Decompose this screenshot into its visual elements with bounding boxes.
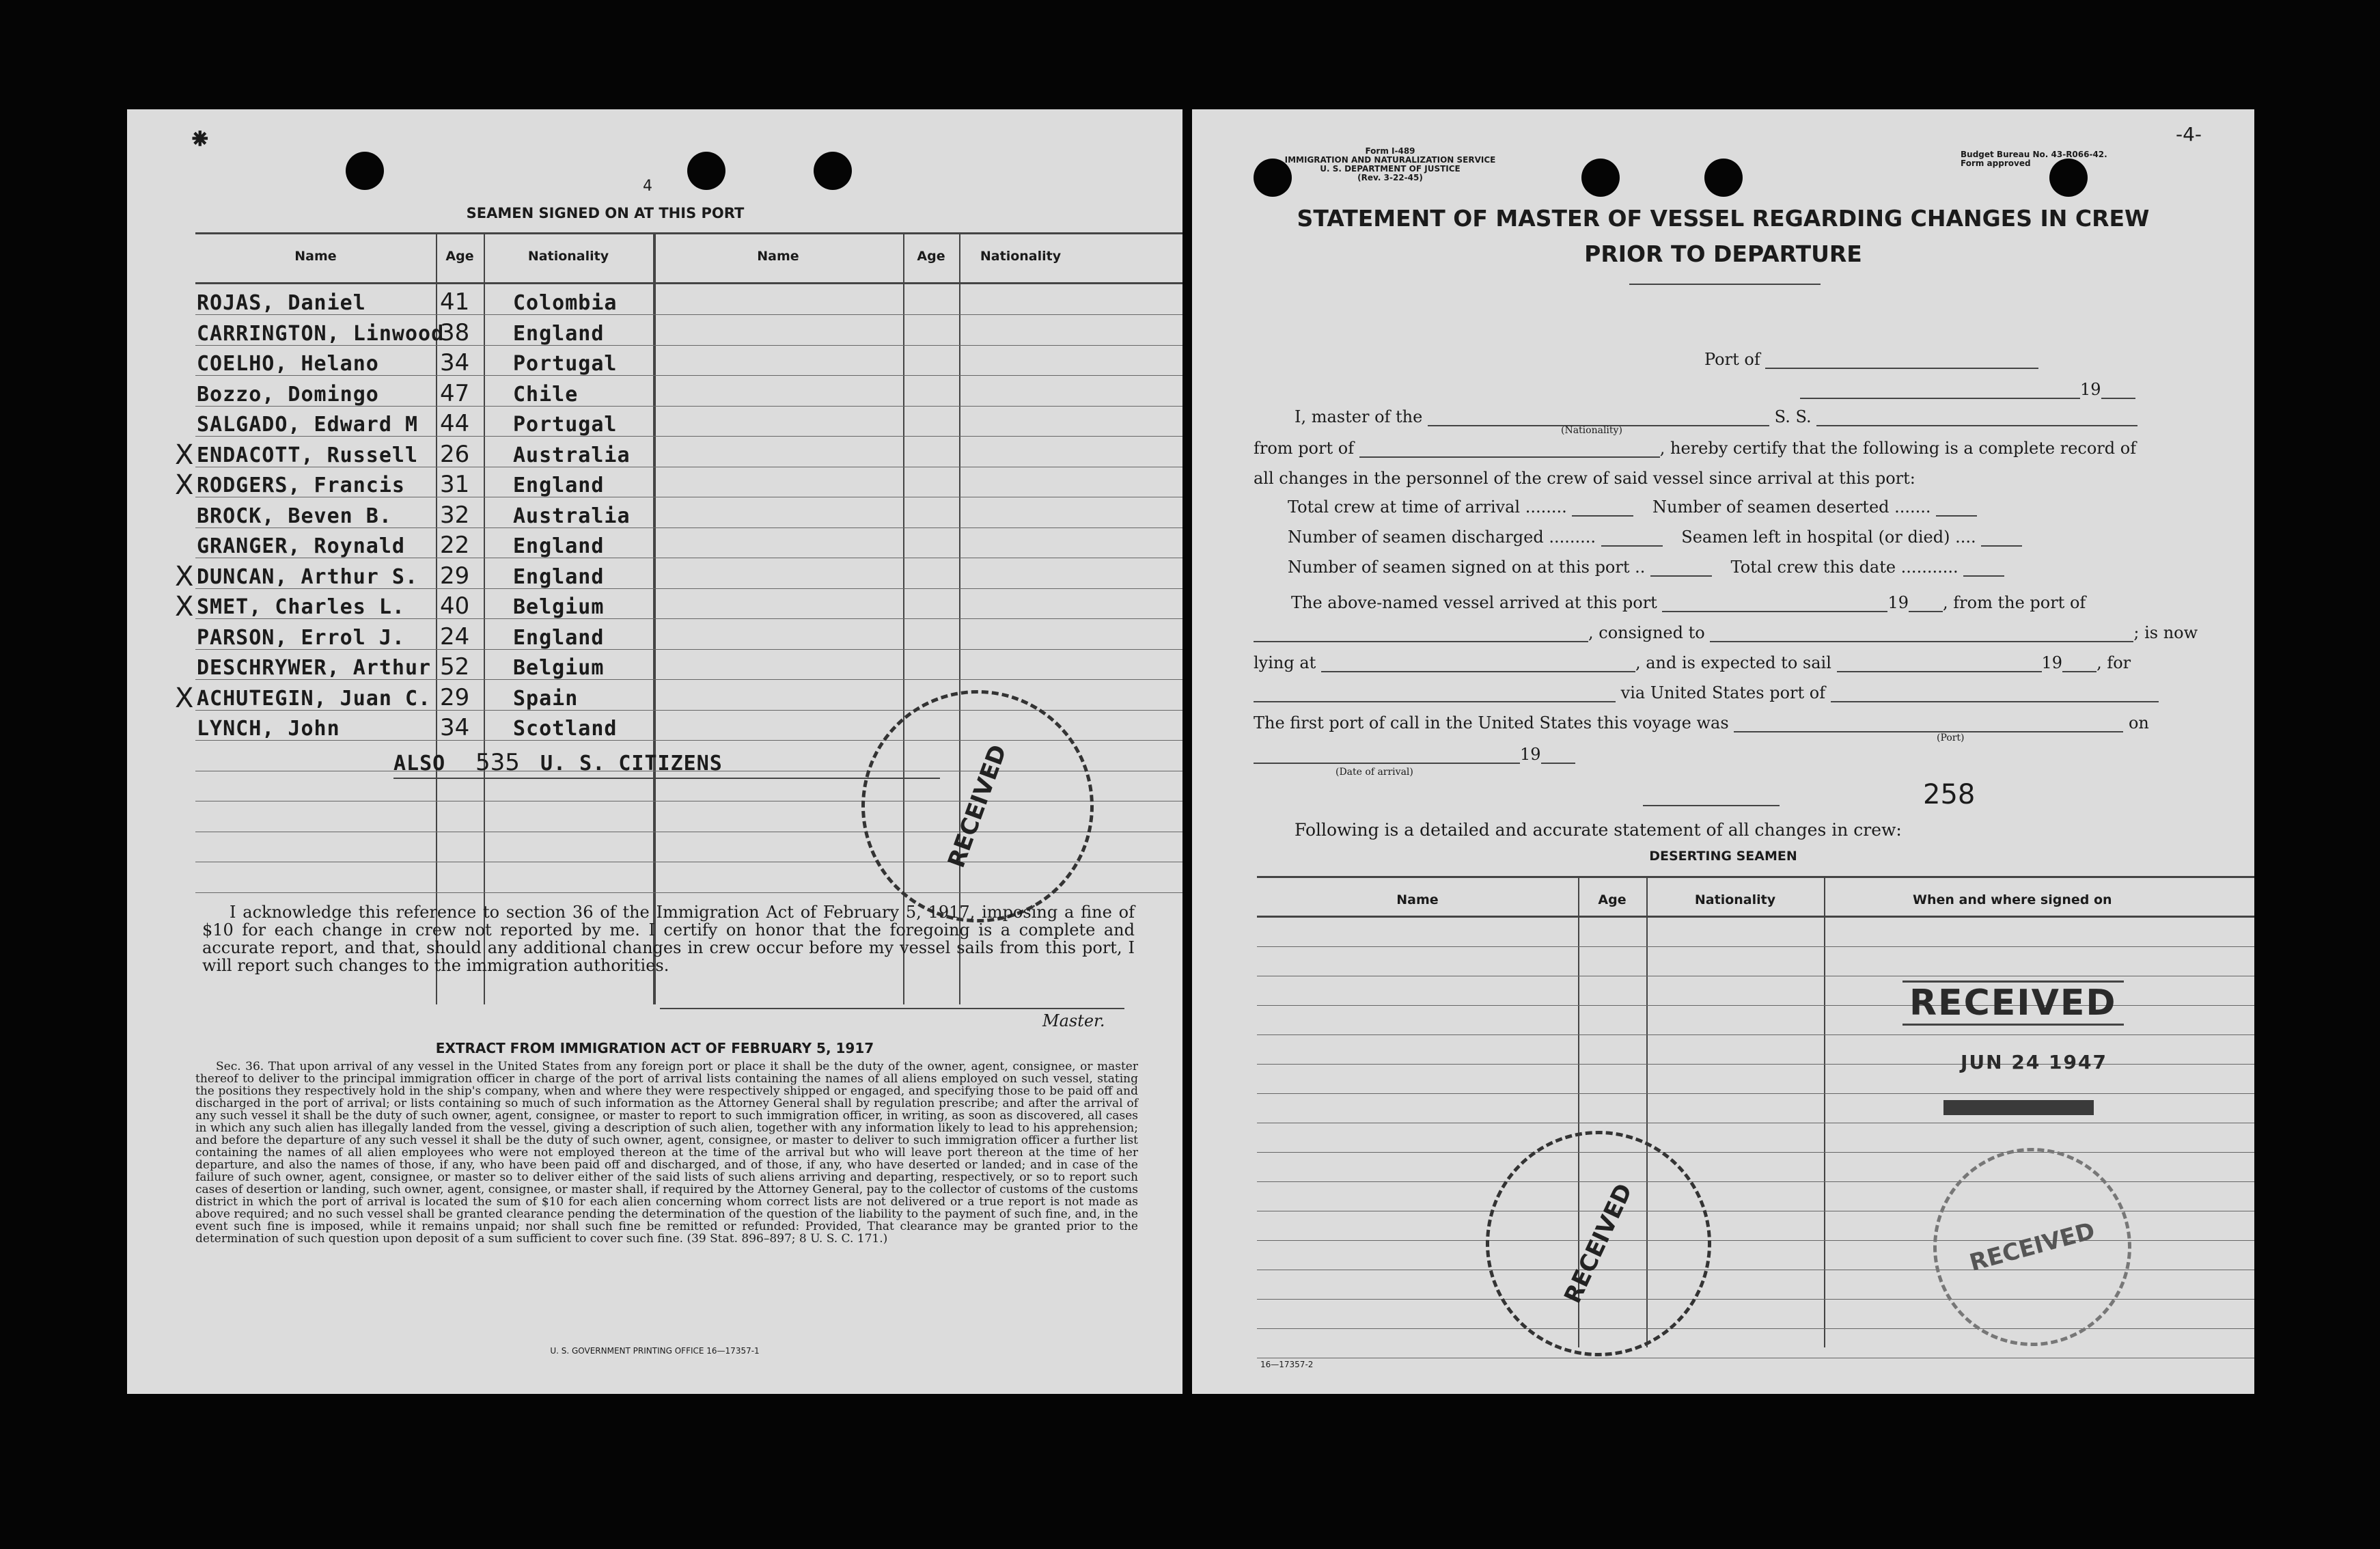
seaman-nationality: Chile: [513, 382, 579, 407]
also-prefix: ALSO: [393, 752, 446, 776]
seaman-name: SMET, Charles L.: [197, 595, 405, 619]
left-page: [127, 109, 1182, 1394]
col-header-name: Name: [294, 249, 337, 264]
seaman-name: ENDACOTT, Russell: [197, 443, 419, 467]
extract-title: EXTRACT FROM IMMIGRATION ACT OF FEBRUARY 5, 1917: [435, 1040, 874, 1056]
col-header-age: Age: [445, 249, 474, 264]
seaman-name: ROJAS, Daniel: [197, 291, 366, 315]
arrival-line: The above-named vessel arrived at this port 19 , from the port of: [1291, 593, 2086, 612]
col-header-nationality-2: Nationality: [980, 249, 1062, 264]
ink-mark: ⁕: [189, 123, 212, 155]
seaman-nationality: Belgium: [513, 595, 605, 619]
printing-office-note: 16—17357-2: [1260, 1360, 1314, 1369]
seaman-name: SALGADO, Edward M: [197, 413, 419, 437]
seaman-age: 24: [440, 622, 470, 650]
check-mark: X: [175, 682, 194, 714]
seaman-nationality: England: [513, 534, 605, 558]
date-arrival-line: 19: [1254, 745, 2213, 764]
punch-hole: [1581, 159, 1620, 197]
punch-hole: [687, 152, 725, 190]
seaman-age: 38: [440, 318, 470, 346]
master-line: I, master of the S. S.: [1254, 407, 2213, 426]
seaman-nationality: Colombia: [513, 291, 618, 315]
seaman-age: 29: [440, 683, 470, 711]
punch-hole: [346, 152, 384, 190]
blank-row: [1257, 1034, 2254, 1035]
desert-col-signed: When and where signed on: [1913, 892, 2112, 907]
nationality-label: (Nationality): [1561, 425, 1622, 436]
check-mark: X: [175, 439, 194, 471]
printing-office-note: U. S. GOVERNMENT PRINTING OFFICE 16—17357-1: [550, 1346, 760, 1356]
seaman-age: 47: [440, 379, 470, 407]
all-changes-line: all changes in the personnel of the crew of said vessel since arrival at this port:: [1254, 469, 1915, 488]
counts-row-1: Total crew at time of arrival ........ Number of seamen deserted .......: [1254, 497, 2213, 517]
table-row: [127, 532, 1182, 559]
seaman-name: ACHUTEGIN, Juan C.: [197, 686, 432, 711]
blank-row: [1257, 1093, 2254, 1094]
form-title: STATEMENT OF MASTER OF VESSEL REGARDING CHANGES IN CREW: [1297, 205, 2150, 232]
port-label: (Port): [1937, 732, 1965, 743]
stamp-smudge: [1943, 1100, 2094, 1115]
desert-col-nationality: Nationality: [1694, 892, 1776, 907]
check-mark: X: [175, 560, 194, 592]
seaman-name: LYNCH, John: [197, 717, 340, 741]
table-row: [127, 380, 1182, 407]
received-stamp-faded: RECEIVED: [1911, 1125, 2153, 1368]
seaman-nationality: Portugal: [513, 352, 618, 376]
deserting-title: DESERTING SEAMEN: [1649, 849, 1797, 864]
seaman-nationality: Australia: [513, 504, 631, 528]
via-line: via United States port of: [1254, 683, 2213, 702]
received-date: JUN 24 1947: [1961, 1051, 2107, 1073]
received-stamp-large: RECEIVED: [1902, 981, 2124, 1026]
table-row: [127, 319, 1182, 346]
seaman-nationality: England: [513, 564, 605, 589]
seaman-age: 34: [440, 714, 470, 741]
seaman-nationality: Spain: [513, 686, 579, 711]
desert-col-name: Name: [1396, 892, 1439, 907]
page-number: 4: [643, 178, 652, 195]
table-row: [127, 439, 1182, 471]
check-mark: X: [175, 591, 194, 622]
seaman-age: 52: [440, 653, 470, 681]
seaman-age: 44: [440, 410, 470, 437]
seaman-name: DESCHRYWER, Arthur: [197, 656, 432, 680]
seaman-name: BROCK, Beven B.: [197, 504, 392, 528]
table-row: [127, 562, 1182, 590]
table-row: [127, 623, 1182, 650]
col-header-name-2: Name: [757, 249, 799, 264]
table-row: [127, 410, 1182, 437]
seaman-age: 22: [440, 532, 470, 559]
port-of-field: Port of: [1704, 350, 2038, 369]
also-suffix: U. S. CITIZENS: [540, 752, 723, 776]
seaman-nationality: Belgium: [513, 656, 605, 680]
seaman-name: Bozzo, Domingo: [197, 382, 379, 407]
col-header-nationality: Nationality: [527, 249, 609, 264]
seaman-nationality: Portugal: [513, 413, 618, 437]
seaman-name: RODGERS, Francis: [197, 474, 405, 497]
also-count: 535: [475, 749, 520, 776]
table-row: [127, 502, 1182, 529]
seaman-age: 31: [440, 471, 470, 498]
seaman-age: 32: [440, 501, 470, 529]
seaman-nationality: Australia: [513, 443, 631, 467]
lying-at-line: lying at , and is expected to sail 19 , for: [1254, 653, 2131, 672]
from-port-line: from port of , hereby certify that the following is a complete record of: [1254, 439, 2137, 458]
date-arrival-label: (Date of arrival): [1336, 767, 1413, 778]
master-label: Master.: [1042, 1011, 1105, 1030]
table-title: SEAMEN SIGNED ON AT THIS PORT: [466, 205, 745, 221]
col-header-age-2: Age: [917, 249, 945, 264]
table-row: [127, 288, 1182, 316]
seaman-age: 34: [440, 349, 470, 376]
seaman-name: COELHO, Helano: [197, 352, 379, 376]
following-text: Following is a detailed and accurate statement of all changes in crew:: [1295, 820, 1902, 840]
form-subtitle: PRIOR TO DEPARTURE: [1584, 241, 1862, 267]
seaman-age: 41: [440, 288, 470, 316]
received-stamp: RECEIVED: [829, 657, 1126, 955]
table-row: [127, 469, 1182, 501]
blank-row: [1257, 946, 2254, 947]
counts-row-2: Number of seamen discharged ......... Seamen left in hospital (or died) ....: [1254, 527, 2213, 547]
blank-row: [1257, 1328, 2254, 1329]
punch-hole: [1704, 159, 1743, 197]
seaman-nationality: England: [513, 625, 605, 650]
form-header: Form I-489 IMMIGRATION AND NATURALIZATION SERVICE U. S. DEPARTMENT OF JUSTICE (Rev. 3-22-45): [1284, 146, 1496, 182]
seaman-age: 40: [440, 592, 470, 620]
first-port-line: The first port of call in the United States this voyage was on: [1254, 713, 2149, 732]
budget-info: Budget Bureau No. 43-R066-42. Form approved: [1961, 150, 2107, 168]
document-number: 258: [1923, 779, 1976, 810]
consigned-line: , consigned to ; is now: [1254, 623, 2213, 642]
table-row: [127, 349, 1182, 376]
seaman-name: PARSON, Errol J.: [197, 625, 405, 650]
corner-page-number: -4-: [2176, 123, 2202, 146]
seaman-nationality: England: [513, 321, 605, 346]
extract-text: Sec. 36. That upon arrival of any vessel in the United States from any foreign port or place it shall be the duty of the owner, agent, consignee, or master thereof to deliver to the principal immigration officer in charge of the port of arrival lists containing the names of all aliens employed on such vessel, stating the positions they respectively hold in the ship's company, when and where they were respectively shipped or engaged, and specifying those to be paid off and discharged in the port of arrival; or lists containing so much of such information as the Attorney General shall by regulation prescribe; and after the arrival of any such vessel it shall be the duty of such owner, agent, consignee, or master to report to such immigration officer, in writing, as soon as discovered, all cases in which any such alien has illegally landed from the vessel, giving a description of such alien, together with any information likely to lead to his apprehension; and before the departure of any such vessel it shall be the duty of such owner, agent, consignee, or master to deliver to such immigration officer a further list containing the names of all alien employees who were not employed thereon at the time of the arrival but who will leave port thereon at the time of her departure, and also the names of those, if any, who have been paid off and discharged, and of those, if any, who have deserted or landed; and in case of the failure of such owner, agent, consignee, or master so to deliver either of the said lists of such aliens arriving and departing, respectively, or so to report such cases of desertion or landing, such owner, agent, consignee, or master shall, if required by the Attorney General, pay to the collector of customs of the customs district in which the port of arrival is located the sum of $10 for each alien concerning whom correct lists are not delivered or a true report is not made as above required; and no such vessel shall be granted clearance pending the determination of the question of the liability to the payment of such fine, and, in the event such fine is imposed, while it remains unpaid; nor shall such fine be remitted or refunded: Provided, That clearance may be granted prior to the determination of such question upon deposit of a sum sufficient to cover such fine. (39 Stat. 896–897; 8 U. S. C. 171.): [195, 1060, 1138, 1246]
received-stamp-round: RECEIVED: [1449, 1094, 1749, 1394]
blank-row: [1257, 1152, 2254, 1153]
also-line: [393, 749, 940, 779]
seaman-name: DUNCAN, Arthur S.: [197, 564, 419, 589]
check-mark: X: [175, 469, 194, 501]
table-row: [127, 653, 1182, 681]
seaman-name: CARRINGTON, Linwood: [197, 321, 445, 346]
seaman-age: 29: [440, 562, 470, 590]
seaman-nationality: England: [513, 474, 605, 497]
right-page: [1192, 109, 2254, 1394]
seaman-nationality: Scotland: [513, 717, 618, 741]
counts-row-3: Number of seamen signed on at this port .. Total crew this date ...........: [1254, 558, 2213, 577]
punch-hole: [814, 152, 852, 190]
acknowledgement-text: I acknowledge this reference to section 36 of the Immigration Act of February 5, 1917, imposing a fine of $10 for each change in crew not reported by me. I certify on honor that the foregoing is a complete and accurate report, and that, should any additional changes in crew occur before my vessel sails from this port, I will report such changes to the immigration authorities.: [202, 903, 1135, 975]
seaman-age: 26: [440, 440, 470, 468]
table-row: [127, 592, 1182, 620]
seaman-name: GRANGER, Roynald: [197, 534, 405, 558]
date-field: 19: [1800, 380, 2135, 399]
desert-col-age: Age: [1598, 892, 1627, 907]
